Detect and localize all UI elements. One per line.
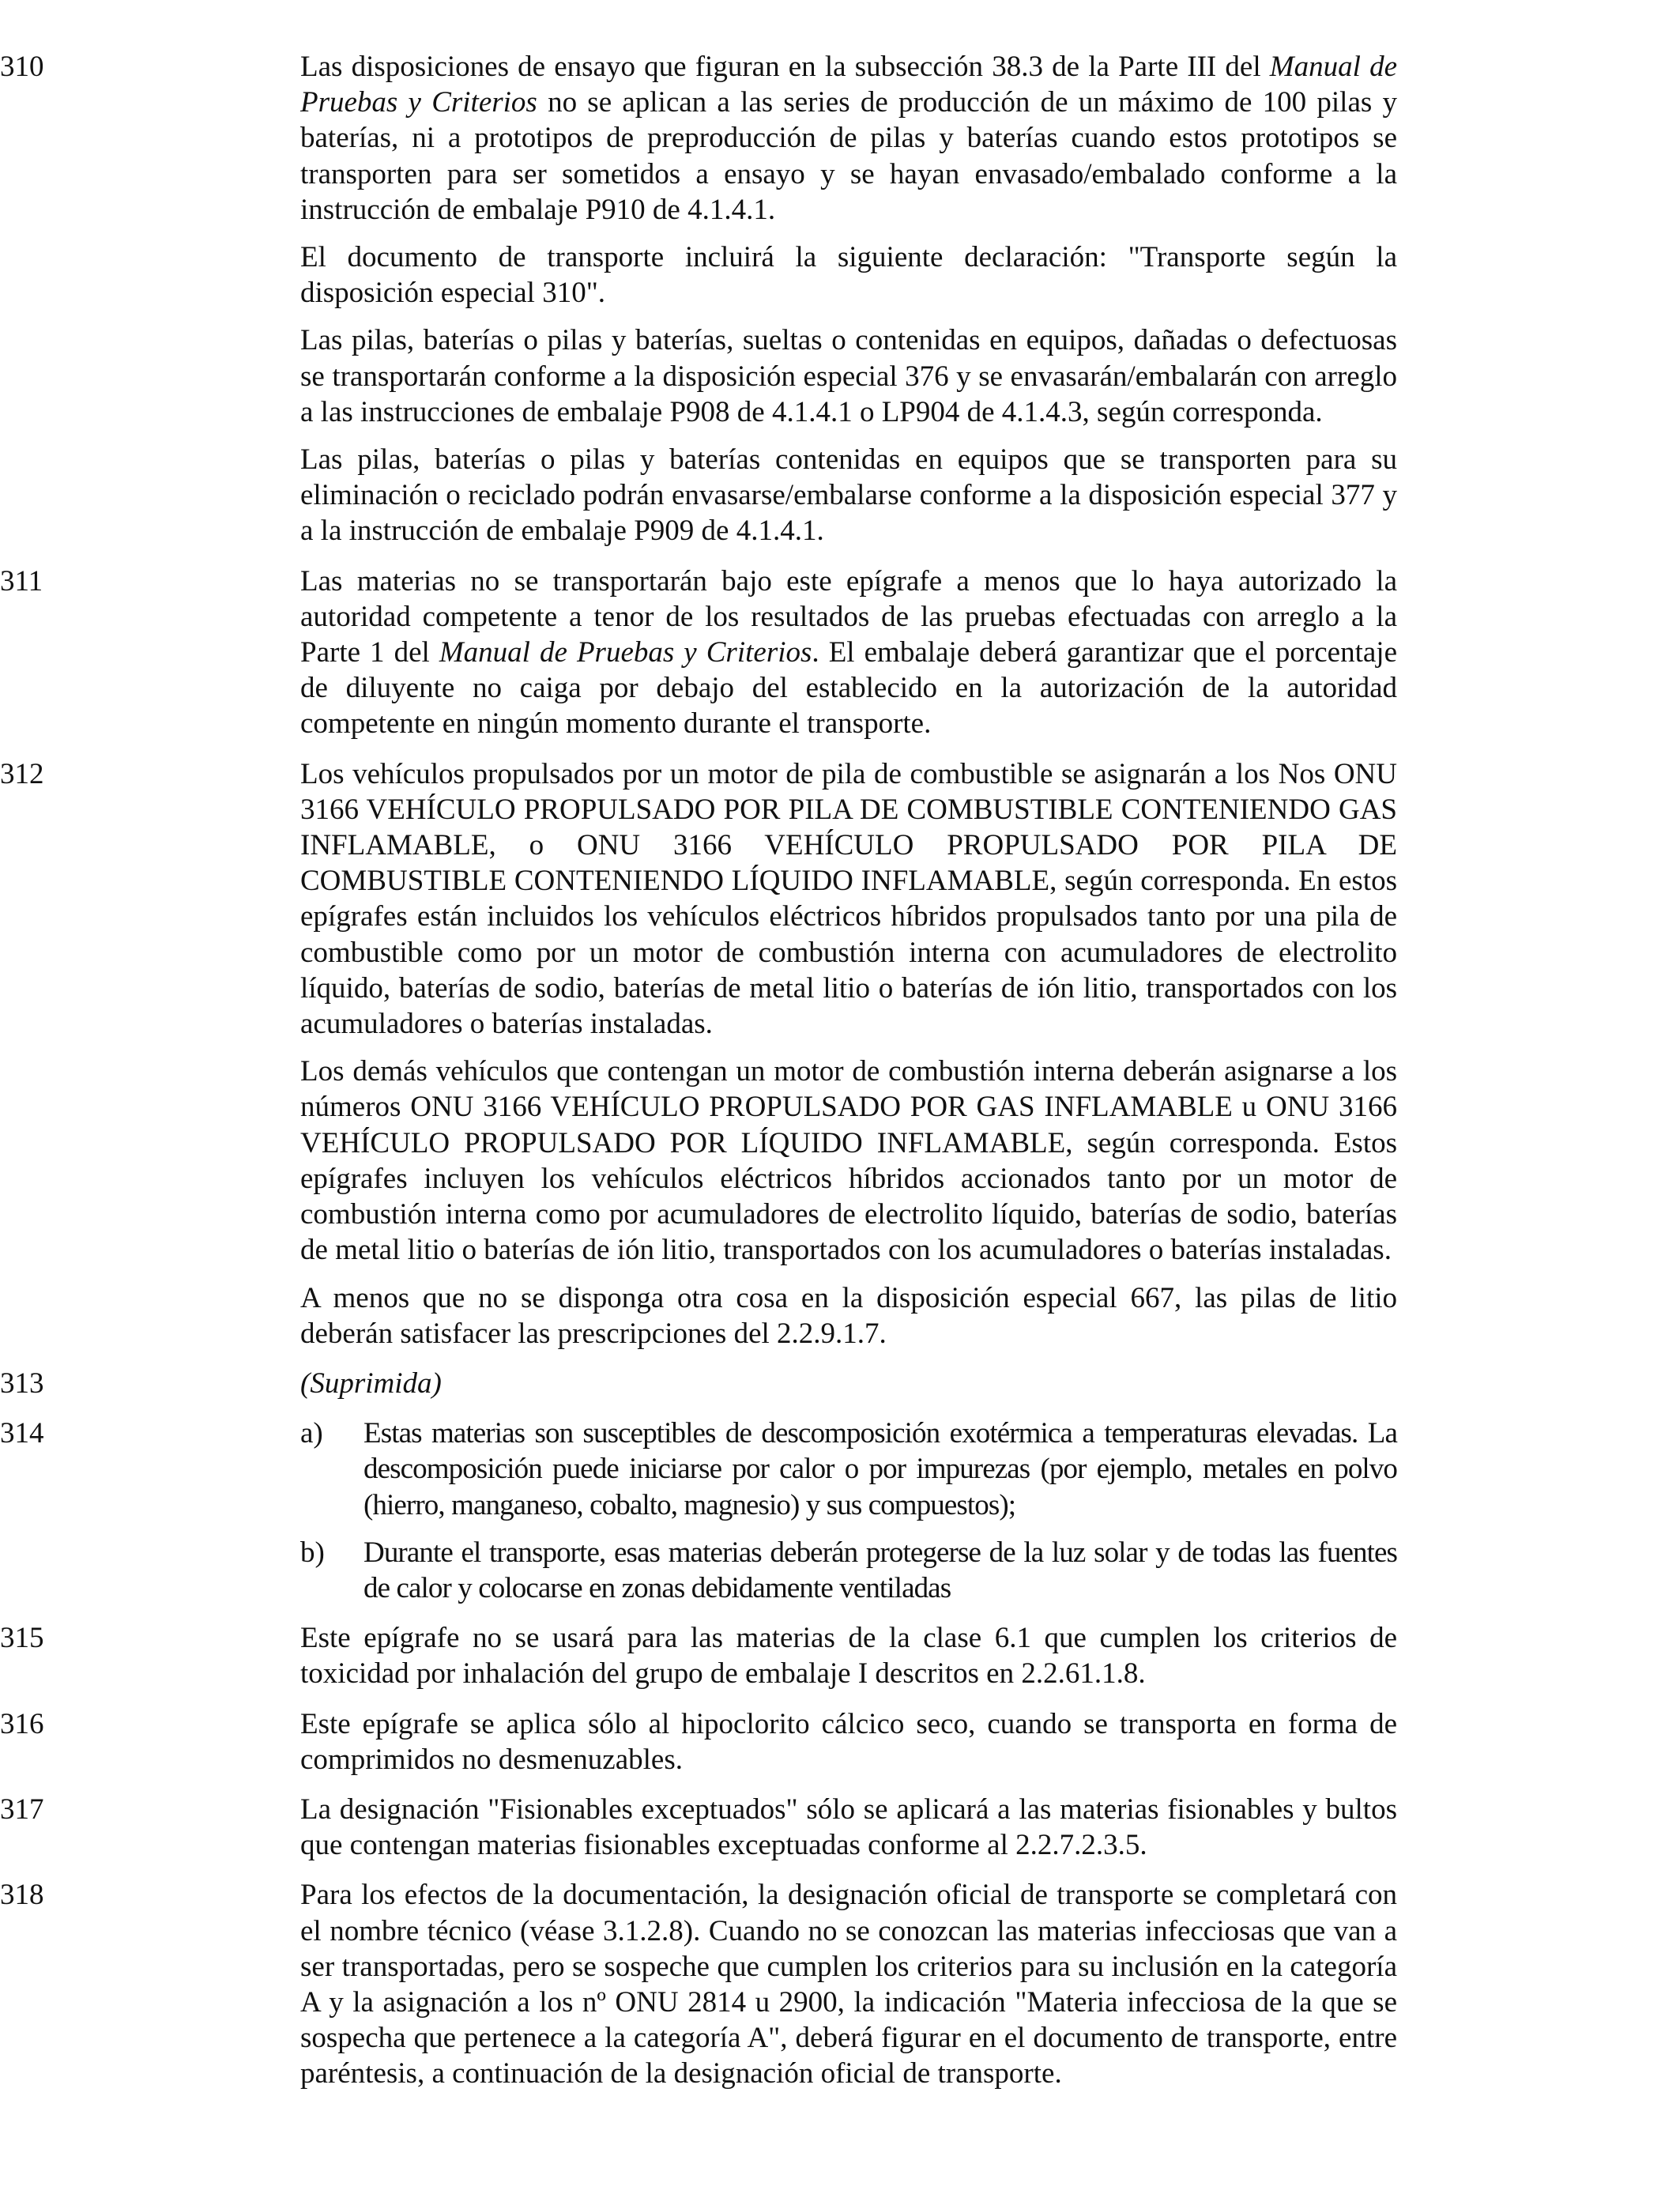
provision-entry-310	[0, 49, 1397, 549]
provision-entry-318	[0, 1877, 1397, 2091]
provision-paragraph	[300, 1054, 1397, 1268]
text-run: Los vehículos propulsados por un motor de pila de combustible se asignarán a los Nos ONU 3166 VEHÍCULO PROPULSADO POR PILA DE COMBUSTIBLE CONTENIENDO GAS INFLAMABLE, o ONU 3166 VEHÍCULO PROPULSADO POR PILA DE COMBUSTIBLE CONTENIENDO LÍQUIDO INFLAMABLE, según corresponda. En estos epígrafes están incluidos los vehículos eléctricos híbridos propulsados tanto por una pila de combustible como por un motor de combustión interna con acumuladores de electrolito líquido, baterías de sodio, baterías de metal litio o baterías de ión litio, transportados con los acumuladores o baterías instaladas.	[300, 757, 1397, 1041]
provision-number: 315	[0, 1622, 44, 1655]
text-run: Las materias no se transportarán bajo este epígrafe a menos que lo haya autorizado la autoridad competente a tenor de los resultados de las pruebas efectuadas con arreglo a la Parte 1 del	[300, 564, 1397, 669]
provision-entry-315	[0, 1620, 1397, 1691]
provision-paragraph	[300, 756, 1397, 1042]
text-run: Las disposiciones de ensayo que figuran en la subsección 38.3 de la Parte III del	[300, 51, 1270, 83]
italic-text: (Suprimida)	[300, 1367, 442, 1400]
provision-paragraph	[300, 1620, 1397, 1691]
provision-paragraph	[300, 239, 1397, 311]
provision-paragraph	[300, 442, 1397, 549]
provision-number: 312	[0, 757, 44, 790]
text-run: La designación "Fisionables exceptuados" sólo se aplicará a las materias fisionables y bultos que contengan materias fisionables exceptuadas conforme al 2.2.7.2.3.5.	[300, 1793, 1397, 1862]
provision-paragraph	[300, 322, 1397, 430]
subitem-text: Estas materias son susceptibles de descomposición exotérmica a temperaturas elevadas. La descomposición puede iniciarse por calor o por impurezas (por ejemplo, metales en polvo (hierro, manganeso, cobalto, magnesio) y sus compuestos);	[363, 1417, 1397, 1521]
text-run: Este epígrafe no se usará para las materias de la clase 6.1 que cumplen los criterios de toxicidad por inhalación del grupo de embalaje I descritos en 2.2.61.1.8.	[300, 1622, 1397, 1691]
text-run: El documento de transporte incluirá la siguiente declaración: "Transporte según la disposición especial 310".	[300, 241, 1397, 310]
provision-number: 316	[0, 1707, 44, 1740]
text-run: A menos que no se disponga otra cosa en la disposición especial 667, las pilas de litio deberán satisfacer las prescripciones del 2.2.9.1.7.	[300, 1281, 1397, 1350]
provision-paragraph	[300, 49, 1397, 228]
provision-number: 317	[0, 1793, 44, 1826]
text-run: Para los efectos de la documentación, la designación oficial de transporte se completará con el nombre técnico (véase 3.1.2.8). Cuando no se conozcan las materias infecciosas que van a ser transportadas, pero se sospeche que cumplen los criterios para su inclusión en la categoría A y la asignación a los nº ONU 2814 u 2900, la indicación "Materia infecciosa de la que se sospecha que pertenece a la categoría A", deberá figurar en el documento de transporte, entre paréntesis, a continuación de la designación oficial de transporte.	[300, 1879, 1397, 2090]
provision-paragraph	[300, 1792, 1397, 1863]
provision-entry-314	[0, 1416, 1397, 1606]
provision-paragraph	[300, 1706, 1397, 1777]
subitem-label: b)	[300, 1536, 325, 1569]
provision-number: 314	[0, 1417, 44, 1450]
provision-subitem	[300, 1416, 1397, 1523]
provision-paragraph	[300, 1280, 1397, 1351]
text-run: Las pilas, baterías o pilas y baterías, sueltas o contenidas en equipos, dañadas o defectuosas se transportarán conforme a la disposición especial 376 y se envasarán/embalarán con arreglo a las instrucciones de embalaje P908 de 4.1.4.1 o LP904 de 4.1.4.3, según corresponda.	[300, 324, 1397, 428]
provision-entry-313	[0, 1366, 1397, 1401]
provision-paragraph	[300, 1366, 1397, 1401]
provision-number: 313	[0, 1367, 44, 1400]
provision-paragraph	[300, 564, 1397, 742]
subitem-text: Durante el transporte, esas materias deberán protegerse de la luz solar y de todas las fuentes de calor y colocarse en zonas debidamente ventiladas	[363, 1536, 1397, 1604]
provision-number: 311	[0, 564, 43, 598]
provision-entry-317	[0, 1792, 1397, 1863]
text-run: . El embalaje deberá garantizar que el porcentaje de diluyente no caiga por debajo del establecido en la autorización de la autoridad competente en ningún momento durante el transporte.	[300, 636, 1397, 741]
subitem-label: a)	[300, 1417, 323, 1450]
text-run: Las pilas, baterías o pilas y baterías contenidas en equipos que se transporten para su eliminación o reciclado podrán envasarse/embalarse conforme a la disposición especial 377 y a la instrucción de embalaje P909 de 4.1.4.1.	[300, 443, 1397, 548]
text-run: no se aplican a las series de producción de un máximo de 100 pilas y baterías, ni a prototipos de preproducción de pilas y baterías cuando estos prototipos se transporten para ser sometidos a ensayo y se hayan envasado/embalado conforme a la instrucción de embalaje P910 de 4.1.4.1.	[300, 86, 1397, 226]
provision-number: 318	[0, 1879, 44, 1912]
text-run: Los demás vehículos que contengan un motor de combustión interna deberán asignarse a los números ONU 3166 VEHÍCULO PROPULSADO POR GAS INFLAMABLE u ONU 3166 VEHÍCULO PROPULSADO POR LÍQUIDO INFLAMABLE, según corresponda. Estos epígrafes incluyen los vehículos eléctricos híbridos accionados tanto por un motor de combustión interna como por acumuladores de electrolito líquido, baterías de sodio, baterías de metal litio o baterías de ión litio, transportados con los acumuladores o baterías instaladas.	[300, 1055, 1397, 1267]
italic-text: Manual de Pruebas y Criterios	[300, 51, 1397, 119]
provision-entry-312	[0, 756, 1397, 1351]
text-run: Este epígrafe se aplica sólo al hipoclorito cálcico seco, cuando se transporta en forma de comprimidos no desmenuzables.	[300, 1707, 1397, 1776]
provision-paragraph	[300, 1877, 1397, 2091]
provision-entry-316	[0, 1706, 1397, 1777]
italic-text: Manual de Pruebas y Criterios	[439, 636, 812, 669]
provision-entry-311	[0, 564, 1397, 742]
provision-subitem	[300, 1535, 1397, 1606]
provision-number: 310	[0, 51, 44, 83]
